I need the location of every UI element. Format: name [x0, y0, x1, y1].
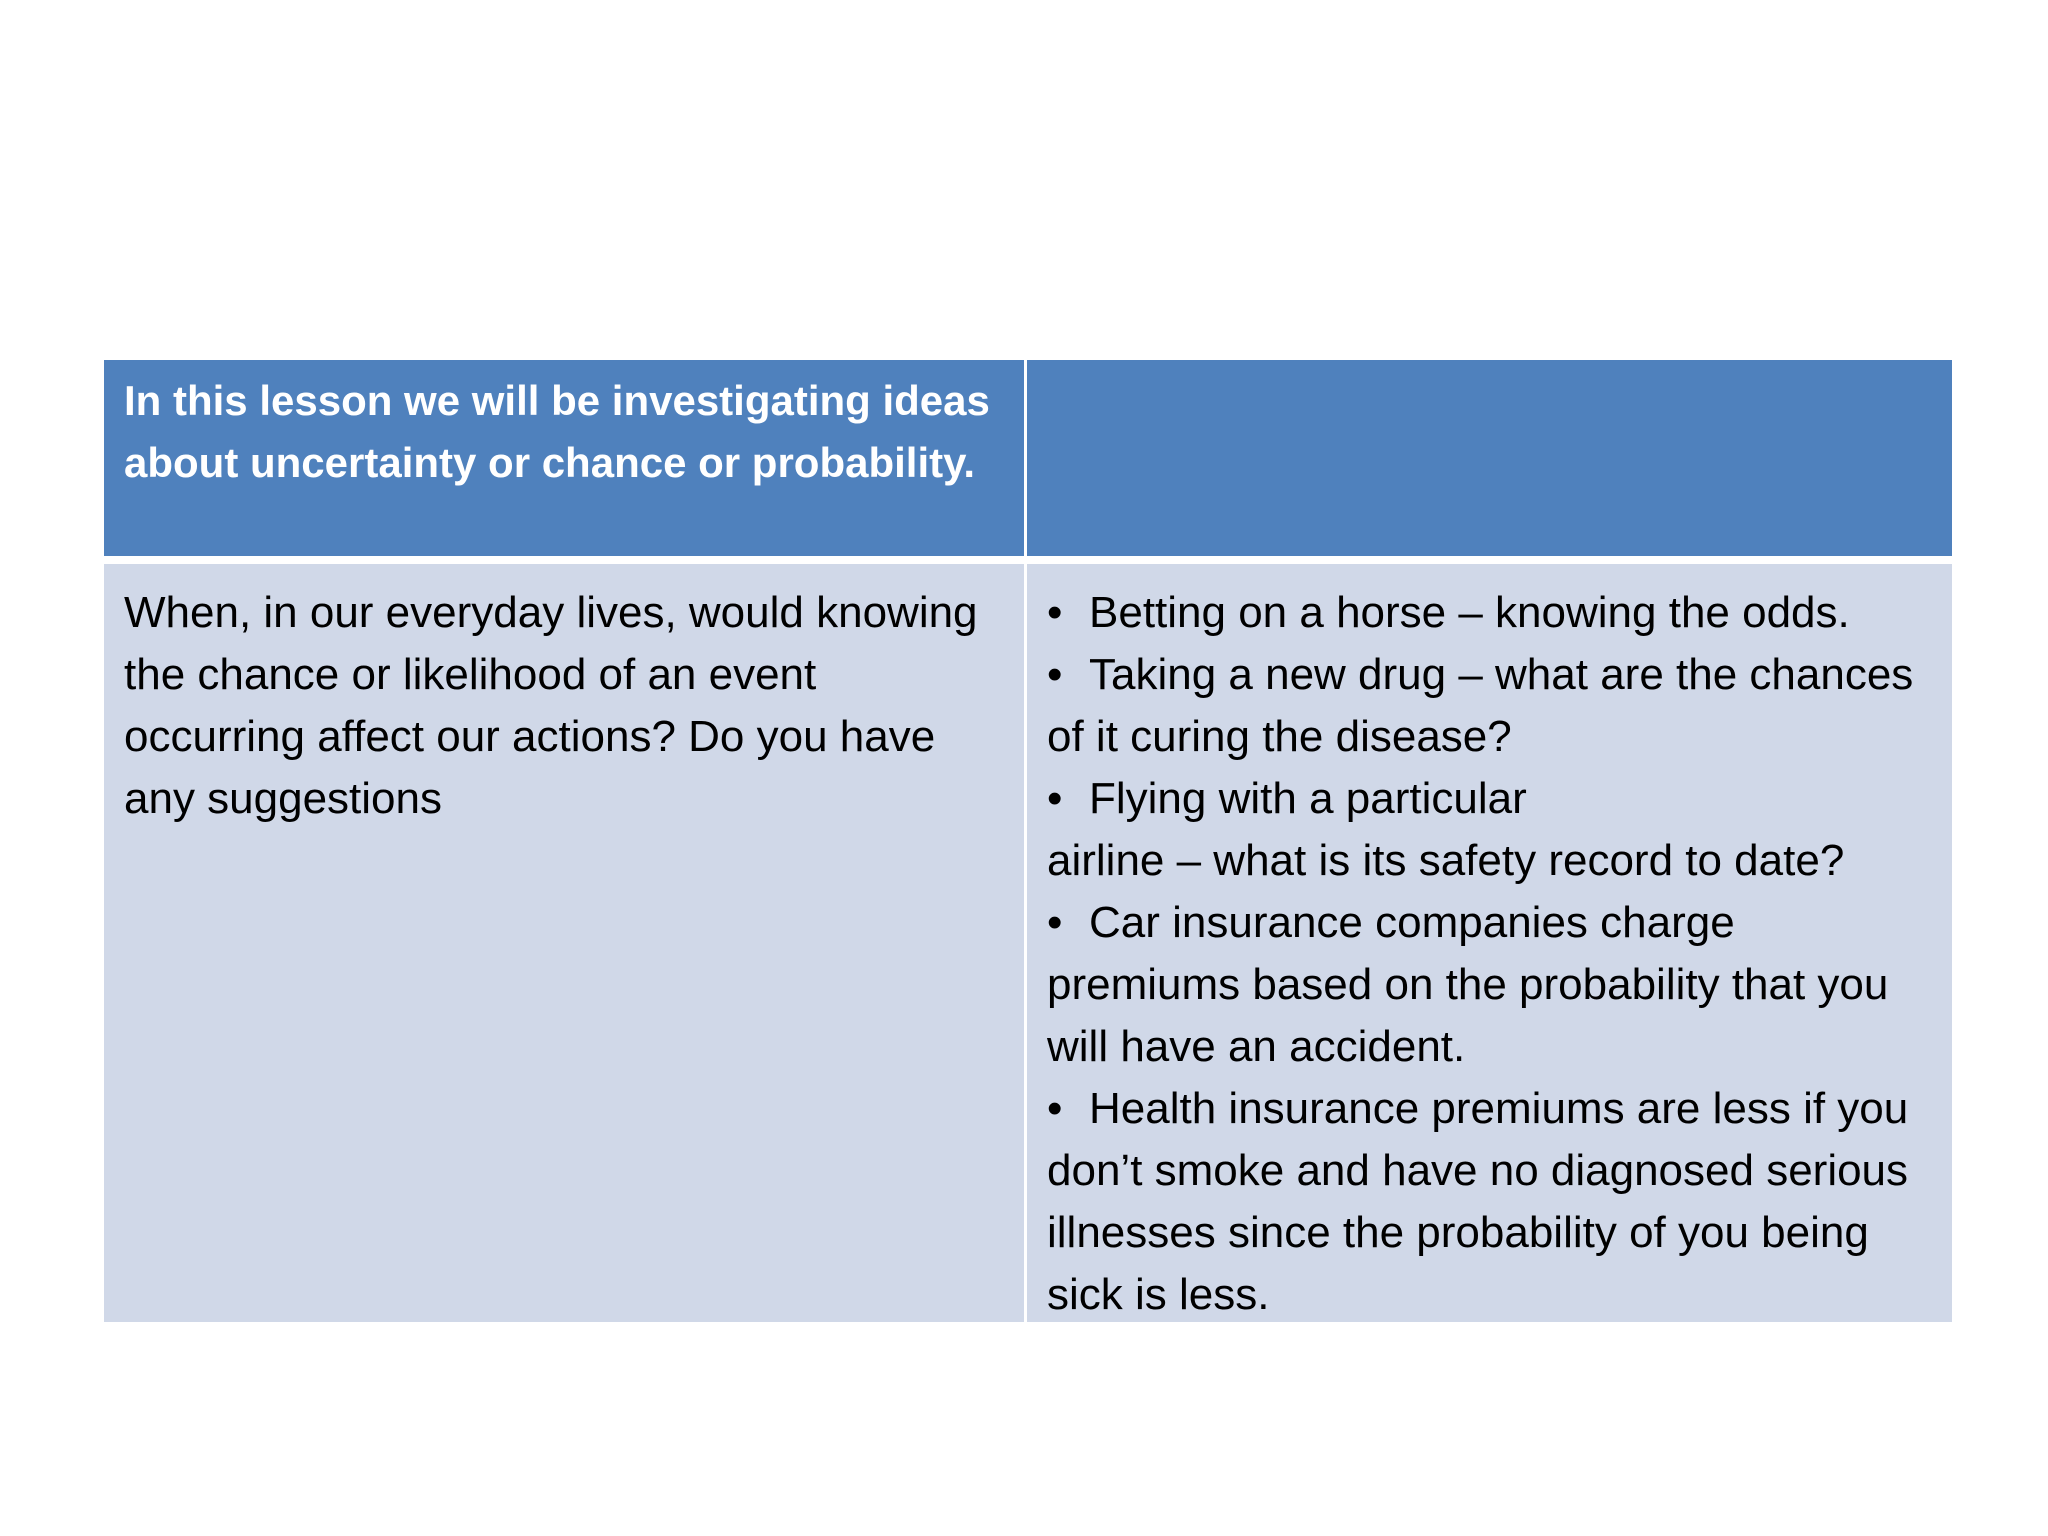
question-text: When, in our everyday lives, would knowing the chance or likelihood of an event occurring affect our actions? Do you have any suggestions	[124, 588, 978, 823]
body-cell-left	[104, 564, 1027, 1322]
example-text: Car insurance companies charge premiums based on the probability that you will have an accident.	[1047, 898, 1889, 1071]
example-text: Flying with a particular airline – what is its safety record to date?	[1047, 774, 1845, 885]
bullet-icon: •	[1047, 1084, 1063, 1133]
bullet-icon: •	[1047, 650, 1063, 699]
example-text: Health insurance premiums are less if you don’t smoke and have no diagnosed serious illnesses since the probability of you being sick is less.	[1047, 1084, 1909, 1319]
list-item	[1047, 1078, 1932, 1322]
list-item	[1047, 644, 1932, 768]
bullet-icon: •	[1047, 774, 1063, 823]
bullet-icon: •	[1047, 588, 1063, 637]
example-text: Taking a new drug – what are the chances of it curing the disease?	[1047, 650, 1914, 761]
lesson-intro-text: In this lesson we will be investigating ideas about uncertainty or chance or probability.	[124, 377, 990, 486]
header-cell-right	[1027, 360, 1952, 564]
list-item	[1047, 892, 1932, 1078]
list-item	[1047, 768, 1932, 892]
example-text: Betting on a horse – knowing the odds.	[1089, 588, 1850, 637]
lesson-table	[104, 360, 1952, 1322]
header-cell-left	[104, 360, 1027, 564]
list-item	[1047, 582, 1932, 644]
body-cell-right	[1027, 564, 1952, 1322]
examples-list	[1047, 582, 1932, 1322]
bullet-icon: •	[1047, 898, 1063, 947]
